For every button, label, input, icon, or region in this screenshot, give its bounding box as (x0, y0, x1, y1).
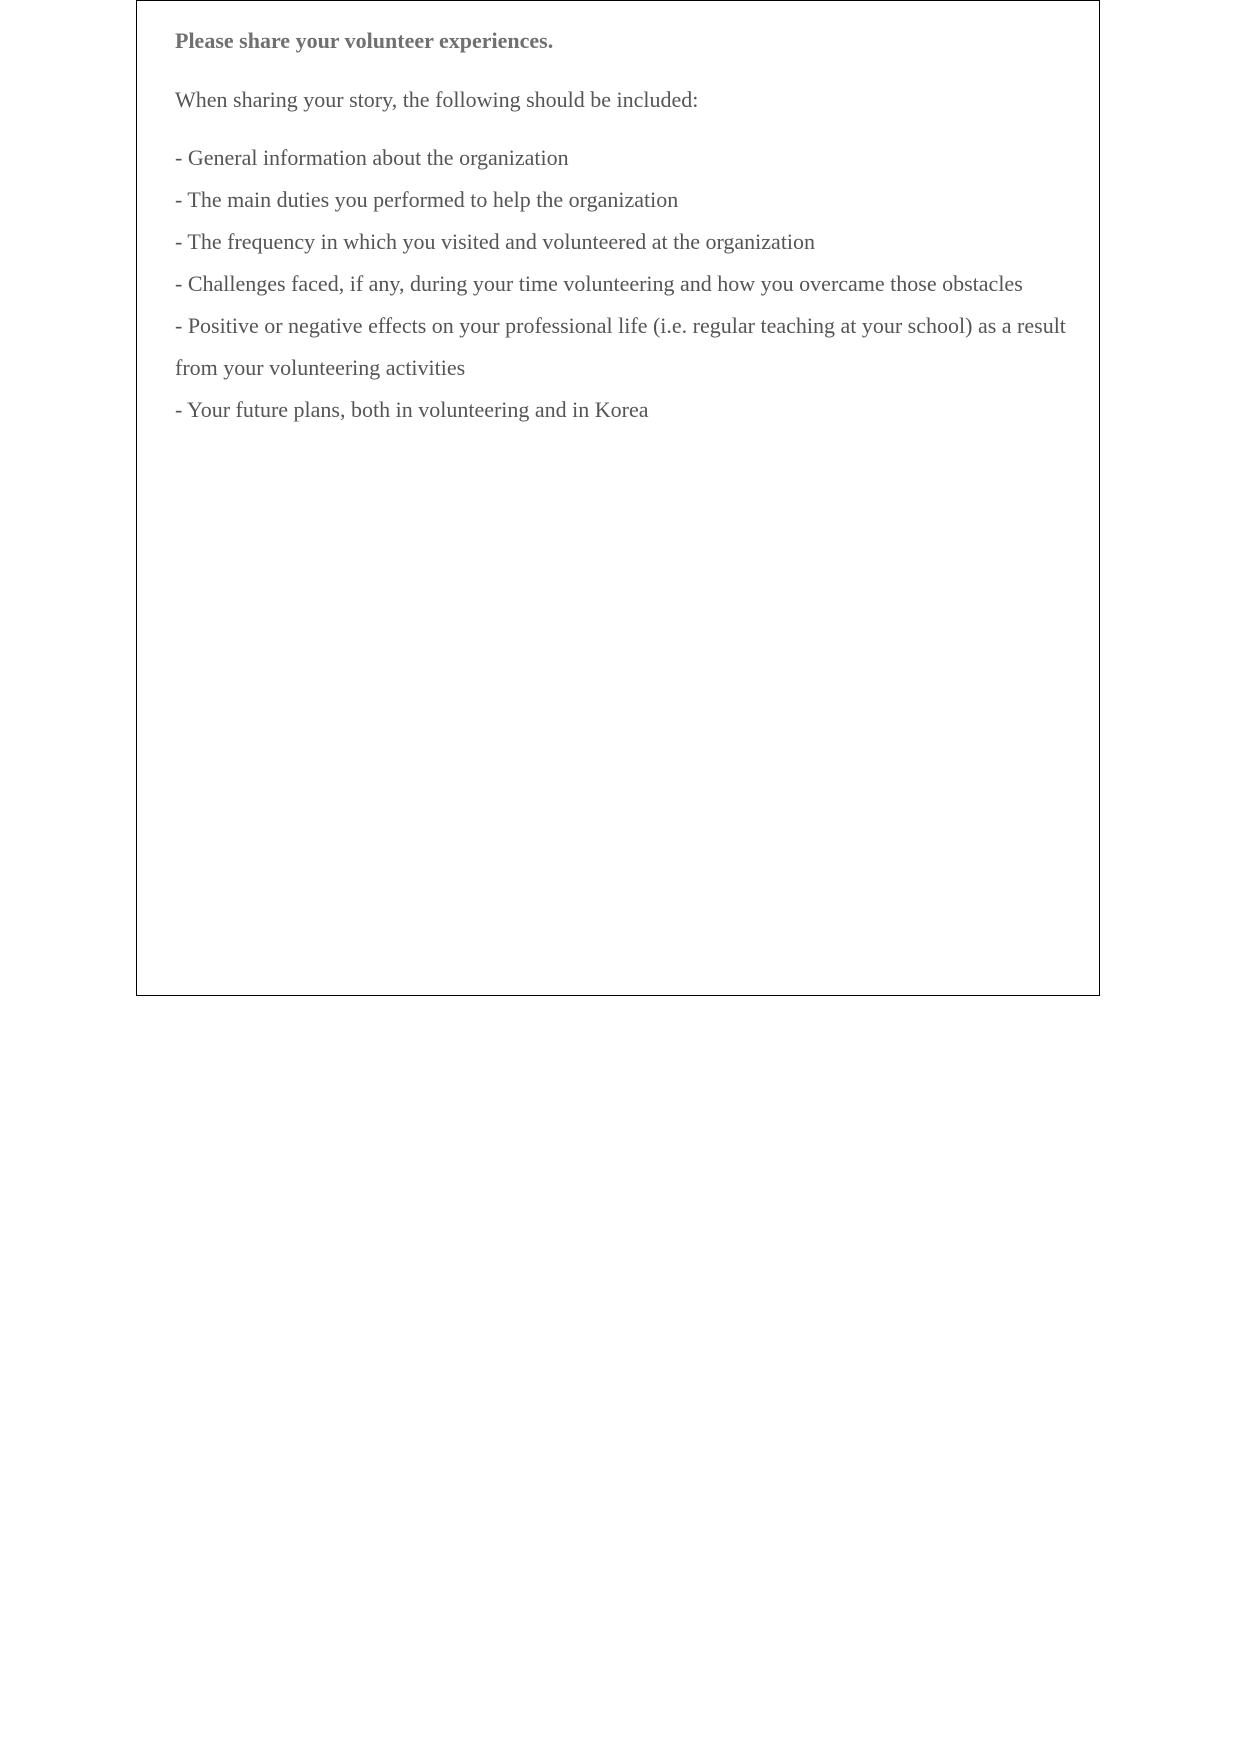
intro-text: When sharing your story, the following should be included: (175, 87, 699, 112)
box-title: Please share your volunteer experiences. (175, 28, 554, 53)
list-item: - Your future plans, both in volunteering and in Korea (175, 397, 649, 422)
list-item: - Positive or negative effects on your professional life (i.e. regular teaching at your school) as a result from your volunteering activities (175, 313, 1066, 380)
list-item: - The main duties you performed to help the organization (175, 187, 679, 212)
list-item: - General information about the organization (175, 145, 569, 170)
guideline-list (175, 137, 1067, 431)
list-item: - Challenges faced, if any, during your time volunteering and how you overcame those obstacles (175, 271, 1023, 296)
text-box (136, 0, 1100, 996)
list-item: - The frequency in which you visited and volunteered at the organization (175, 229, 816, 254)
